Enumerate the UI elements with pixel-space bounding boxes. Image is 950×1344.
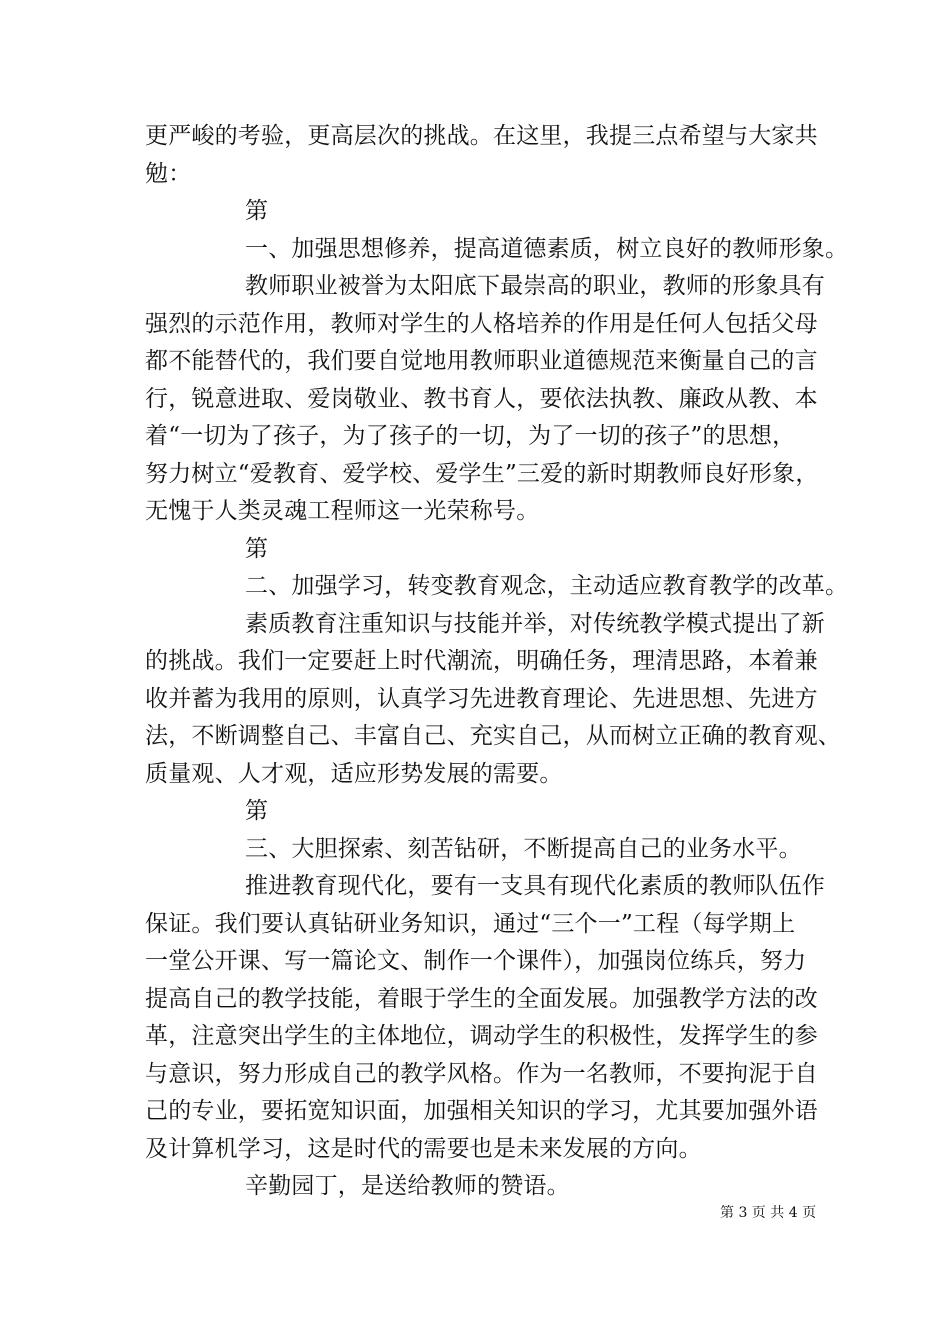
text-line: 质量观、人才观，适应形势发展的需要。 — [145, 760, 563, 787]
text-line: 保证。我们要认真钻研业务知识，通过“三个一”工程（每学期上 — [145, 910, 796, 937]
text-line: 辛勤园丁，是送给教师的赞语。 — [245, 1173, 570, 1199]
text-line: 都不能替代的，我们要自觉地用教师职业道德规范来衡量自己的言 — [145, 348, 818, 374]
text-line: 推进教育现代化，要有一支具有现代化素质的教师队伍作 — [245, 873, 825, 899]
text-line: 第 — [245, 535, 269, 562]
text-line: 的挑战。我们一定要赶上时代潮流，明确任务，理清思路，本着兼 — [145, 648, 818, 674]
text-line: 己的专业，要拓宽知识面，加强相关知识的学习，尤其要加强外语 — [145, 1098, 818, 1124]
text-line: 提高自己的教学技能，着眼于学生的全面发展。加强教学方法的改 — [145, 985, 818, 1012]
text-line: 三、大胆探索、刻苦钻研，不断提高自己的业务水平。 — [245, 835, 802, 862]
text-line: 努力树立“爱教育、爱学校、爱学生”三爱的新时期教师良好形象， — [145, 460, 819, 487]
text-line: 革，注意突出学生的主体地位，调动学生的积极性，发挥学生的参 — [145, 1023, 818, 1049]
text-line: 着“一切为了孩子，为了孩子的一切，为了一切的孩子”的思想， — [145, 423, 796, 449]
text-line: 一堂公开课、写一篇论文、制作一个课件），加强岗位练兵，努力 — [145, 948, 807, 974]
text-line: 勉： — [145, 160, 192, 187]
text-line: 更严峻的考验，更高层次的挑战。在这里，我提三点希望与大家共 — [145, 123, 818, 149]
text-line: 素质教育注重知识与技能并举，对传统教学模式提出了新 — [245, 610, 825, 637]
text-line: 收并蓄为我用的原则，认真学习先进教育理论、先进思想、先进方 — [145, 685, 818, 712]
page-number-footer: 第 3 页 共 4 页 — [720, 1205, 817, 1221]
text-line: 第 — [245, 198, 269, 224]
document-body — [145, 118, 849, 1206]
text-line: 及计算机学习，这是时代的需要也是未来发展的方向。 — [145, 1135, 702, 1162]
text-line: 无愧于人类灵魂工程师这一光荣称号。 — [145, 498, 540, 524]
text-line: 第 — [245, 798, 269, 824]
text-line: 行，锐意进取、爱岗敬业、教书育人，要依法执教、廉政从教、本 — [145, 385, 818, 412]
text-line: 二、加强学习，转变教育观念，主动适应教育教学的改革。 — [245, 573, 849, 599]
text-line: 教师职业被誉为太阳底下最崇高的职业，教师的形象具有 — [245, 273, 825, 299]
text-line: 一、加强思想修养，提高道德素质，树立良好的教师形象。 — [245, 235, 849, 262]
text-line: 与意识，努力形成自己的教学风格。作为一名教师，不要拘泥于自 — [145, 1060, 818, 1087]
text-line: 强烈的示范作用，教师对学生的人格培养的作用是任何人包括父母 — [145, 310, 818, 337]
text-line: 法，不断调整自己、丰富自己、充实自己，从而树立正确的教育观、 — [145, 723, 841, 749]
